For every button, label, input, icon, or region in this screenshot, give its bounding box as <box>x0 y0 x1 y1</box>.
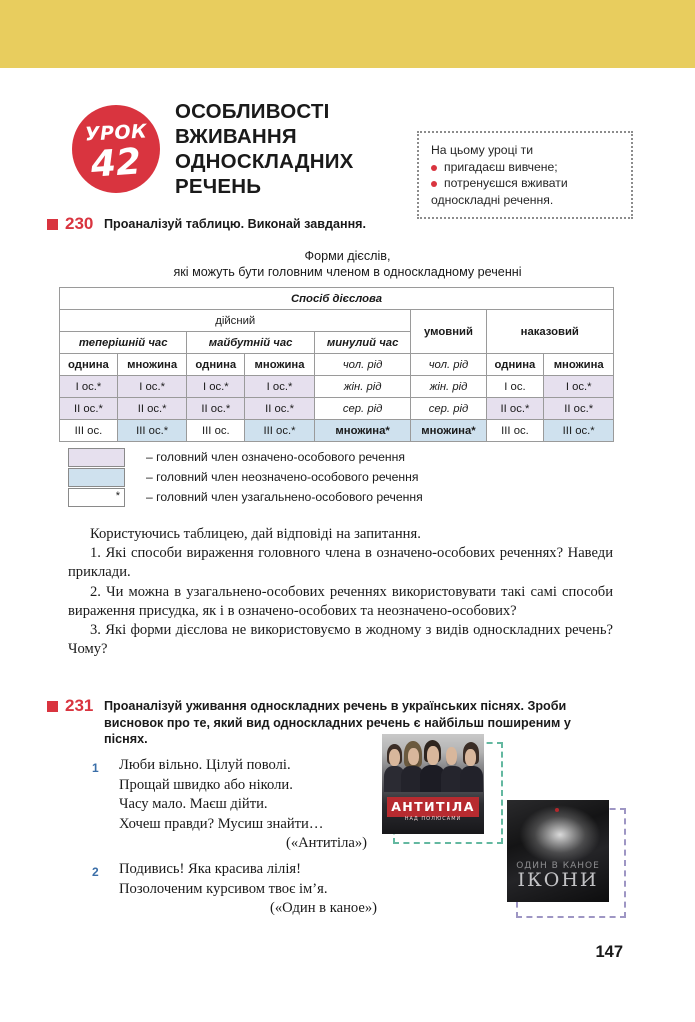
table-subheader-cell: однина <box>486 354 544 376</box>
page-title: ОСОБЛИВОСТІ ВЖИВАННЯ ОДНОСКЛАДНИХ РЕЧЕНЬ <box>175 100 354 198</box>
table-caption-line1: Форми дієслів, <box>304 249 391 263</box>
lesson-goals-list <box>431 159 621 209</box>
exercise-230-instruction: Проаналізуй таблицю. Виконай завдання. <box>104 217 367 231</box>
table-cell: множина* <box>411 420 486 442</box>
lesson-goals-box <box>417 131 633 219</box>
questions-block <box>68 525 613 659</box>
table-cell: III ос. <box>60 420 118 442</box>
song-1-lyrics <box>119 756 369 854</box>
page-number: 147 <box>595 943 623 961</box>
table-subheader-cell: однина <box>60 354 118 376</box>
table-caption-line2: які можуть бути головним членом в односкладному реченні <box>173 265 522 279</box>
question-3: 3. Які форми дієслова не використовуємо в жодному з видів односкладних речень? Чому? <box>68 622 613 658</box>
song-line: Люби вільно. Цілуй поволі. <box>119 757 291 773</box>
table-cell: множина* <box>314 420 411 442</box>
antytila-band-name: АНТИТІЛА <box>391 799 475 814</box>
odyn-v-kanoe-title-top: ОДИН В КАНОЕ <box>516 861 600 872</box>
table-cell: III ос. <box>486 420 544 442</box>
table-cell: III ос.* <box>117 420 187 442</box>
page-content <box>0 68 695 1022</box>
table-cell: жін. рід <box>314 376 411 398</box>
table-subheader-cell: множина <box>544 354 614 376</box>
lesson-number-badge <box>72 105 160 193</box>
question-1: 1. Які способи вираження головного члена в означено-особових реченнях? Наведи приклади. <box>68 545 613 581</box>
exercise-230-marker <box>47 215 93 233</box>
legend-swatch-asterisk-icon <box>68 488 125 507</box>
table-cell: I ос.* <box>544 376 614 398</box>
table-subheader-cell: множина <box>245 354 315 376</box>
song-2-attribution: («Один в каное») <box>269 900 377 917</box>
table-cell: III ос. <box>187 420 245 442</box>
lesson-badge-word: УРОК <box>84 120 148 146</box>
antytila-album-cover <box>382 734 484 834</box>
legend-row <box>68 487 568 507</box>
song-2-lyrics <box>119 860 379 919</box>
legend-row <box>68 467 568 487</box>
lesson-header <box>0 97 695 207</box>
table-cell: II ос.* <box>544 398 614 420</box>
lesson-goal-continuation: односкладні речення. <box>431 192 554 207</box>
legend-label: – головний член узагальнено-особового речення <box>146 490 423 504</box>
exercise-231-instruction: Проаналізуй уживання односкладних речень в українських піснях. Зроби висновок про те, який вид односкладних речень є найбільш поширеним у піснях. <box>104 699 571 746</box>
song-1-number: 1 <box>92 761 99 775</box>
exercise-marker-square-icon <box>47 219 58 230</box>
odyn-v-kanoe-album-cover <box>507 800 609 902</box>
table-row-moods <box>60 310 614 332</box>
table-cell: I ос. <box>486 376 544 398</box>
table-header-umovnyj: умовний <box>411 310 486 354</box>
lesson-goals-lead: На цьому уроці ти <box>431 143 534 157</box>
table-cell: II ос.* <box>486 398 544 420</box>
table-row <box>60 420 614 442</box>
table-cell: сер. рід <box>314 398 411 420</box>
legend-swatch-blue-icon <box>68 468 125 487</box>
table-caption <box>0 248 695 280</box>
song-line: Позолоченим курсивом твоє ім’я. <box>119 880 328 897</box>
table-header-majbutnij: майбутній час <box>187 332 314 354</box>
legend-label: – головний член неозначено-особового речення <box>146 470 419 484</box>
table-subheader-cell: множина <box>117 354 187 376</box>
table-row-numbers <box>60 354 614 376</box>
table-header-mynulyj: минулий час <box>314 332 411 354</box>
table-cell: II ос.* <box>245 398 315 420</box>
decorative-top-band <box>0 0 695 68</box>
antytila-cover-art <box>382 734 484 834</box>
table-header-dijsnyj: дійсний <box>60 310 411 332</box>
table-cell: II ос.* <box>187 398 245 420</box>
exercise-231-number: 231 <box>65 696 94 715</box>
lesson-goal-item: потренуєшся вживати <box>431 175 621 192</box>
song-line: Подивись! Яка красива лілія! <box>119 861 301 877</box>
question-2: 2. Чи можна в узагальнено-особових реченнях використовувати такі самі способи вираження присудка, як і в означено-особових та неозначено-особових? <box>68 583 613 619</box>
legend-swatch-lavender-icon <box>68 448 125 467</box>
odyn-v-kanoe-title-big: ІКОНИ <box>517 869 599 892</box>
lesson-badge-number: 42 <box>89 141 143 186</box>
table-cell: I ос.* <box>117 376 187 398</box>
table-cell: II ос.* <box>117 398 187 420</box>
table-cell: II ос.* <box>60 398 118 420</box>
table-subheader-cell: чол. рід <box>411 354 486 376</box>
table-subheader-cell: чол. рід <box>314 354 411 376</box>
song-line: Хочеш правди? Мусиш знайти… <box>119 815 324 832</box>
song-1-attribution: («Антитіла») <box>285 835 367 852</box>
song-line: Часу мало. Маєш дійти. <box>119 796 268 813</box>
table-cell: сер. рід <box>411 398 486 420</box>
legend-row <box>68 447 568 467</box>
exercise-230-number: 230 <box>65 214 94 233</box>
table-cell: III ос.* <box>544 420 614 442</box>
song-2-number: 2 <box>92 865 99 879</box>
table-subheader-cell: однина <box>187 354 245 376</box>
table-row <box>60 398 614 420</box>
lesson-goal-item: пригадаєш вивчене; <box>431 159 621 176</box>
exercise-marker-square-icon <box>47 701 58 712</box>
table-cell: I ос.* <box>245 376 315 398</box>
questions-lead: Користуючись таблицею, дай відповіді на запитання. <box>90 526 421 542</box>
table-legend <box>68 447 568 507</box>
table-header-sposib: Спосіб дієслова <box>60 288 614 310</box>
song-line: Прощай швидко або ніколи. <box>119 776 293 793</box>
table-header-teperishnij: теперішній час <box>60 332 187 354</box>
table-cell: I ос.* <box>187 376 245 398</box>
band-members-photo <box>382 740 484 786</box>
antytila-album-subtitle: НАД ПОЛЮСАМИ <box>404 816 462 822</box>
red-dot-icon <box>555 808 559 812</box>
table-header-nakazovyj: наказовий <box>486 310 613 354</box>
table-row <box>60 376 614 398</box>
table-row-mood-title <box>60 288 614 310</box>
table-cell: III ос.* <box>245 420 315 442</box>
antytila-name-bar <box>387 797 479 817</box>
table-cell: жін. рід <box>411 376 486 398</box>
legend-label: – головний член означено-особового речення <box>146 450 405 464</box>
verb-forms-table <box>59 287 614 442</box>
odyn-v-kanoe-cover-art <box>507 800 609 902</box>
exercise-231-marker <box>47 697 93 715</box>
table-cell: I ос.* <box>60 376 118 398</box>
asterisk-icon: * <box>115 489 120 502</box>
